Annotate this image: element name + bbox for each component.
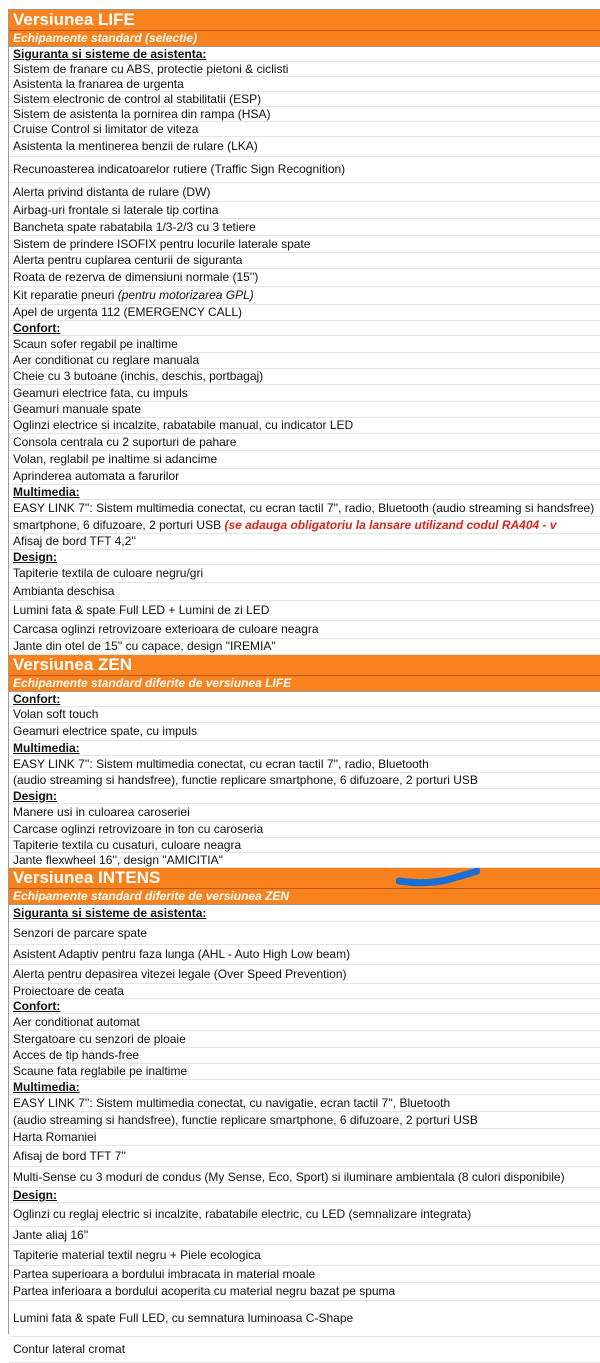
list-item: Proiectoare de ceata [9, 984, 600, 999]
list-item: Bancheta spate rabatabila 1/3-2/3 cu 3 tetiere [9, 219, 600, 236]
list-item: EASY LINK 7'': Sistem multimedia conectat, cu ecran tactil 7'', radio, Bluetooth [9, 756, 600, 773]
list-item: Sistem de franare cu ABS, protectie pietoni & ciclisti [9, 62, 600, 77]
section-title-intens: Versiunea INTENS [9, 868, 600, 889]
list-item: Volan, reglabil pe inaltime si adancime [9, 451, 600, 469]
list-item: Geamuri manuale spate [9, 402, 600, 418]
comfort-header: Confort: [9, 321, 600, 336]
list-item: Tapiterie material textil negru + Piele ecologica [9, 1245, 600, 1266]
list-item: Partea superioara a bordului imbracata in material moale [9, 1266, 600, 1283]
section-title-life: Versiunea LIFE [9, 10, 600, 31]
list-item: Ambianta deschisa [9, 583, 600, 601]
list-item: Contur lateral cromat [9, 1337, 600, 1363]
multimedia-header: Multimedia: [9, 485, 600, 500]
list-item: Asistenta la franarea de urgenta [9, 77, 600, 92]
list-item: Stergatoare cu senzori de ploaie [9, 1031, 600, 1048]
list-item: EASY LINK 7'': Sistem multimedia conectat, cu ecran tactil 7'', radio, Bluetooth (audio streaming si handsfree) [9, 500, 600, 517]
list-item: Alerta privind distanta de rulare (DW) [9, 183, 600, 202]
list-item: Scaune fata reglabile pe inaltime [9, 1064, 600, 1080]
list-item: (audio streaming si handsfree), functie replicare smartphone, 6 difuzoare, 2 porturi USB [9, 1112, 600, 1129]
list-item: Volan soft touch [9, 707, 600, 723]
list-item: Asistenta la mentinerea benzii de rulare (LKA) [9, 137, 600, 157]
list-item: Cheie cu 3 butoane (inchis, deschis, portbagaj) [9, 369, 600, 385]
list-item: Multi-Sense cu 3 moduri de condus (My Sense, Eco, Sport) si iluminare ambientala (8 culori disponibile) [9, 1167, 600, 1188]
list-item: Sistem de asistenta la pornirea din rampa (HSA) [9, 107, 600, 122]
kit-note: (pentru motorizarea GPL) [117, 288, 254, 302]
design-header: Design: [9, 1188, 600, 1203]
list-item: Aer conditionat automat [9, 1014, 600, 1031]
list-item: Afisaj de bord TFT 7'' [9, 1146, 600, 1167]
list-item: Jante flexwheel 16'', design "AMICITIA" [9, 853, 600, 868]
list-item: (audio streaming si handsfree), functie replicare smartphone, 6 difuzoare, 2 porturi USB [9, 773, 600, 789]
list-item: Harta Romaniei [9, 1129, 600, 1146]
section-subtitle-intens: Echipamente standard diferite de versiunea ZEN [9, 889, 600, 905]
list-item: Tapiterie textila cu cusaturi, culoare neagra [9, 838, 600, 853]
list-item: Lumini fata & spate Full LED + Lumini de zi LED [9, 601, 600, 621]
list-item: Jante aliaj 16'' [9, 1227, 600, 1245]
list-item: Aprinderea automata a farurilor [9, 469, 600, 485]
list-item: Consola centrala cu 2 suporturi de pahare [9, 434, 600, 451]
list-item: Apel de urgenta 112 (EMERGENCY CALL) [9, 305, 600, 321]
list-item: Senzori de parcare spate [9, 922, 600, 945]
multimedia-header: Multimedia: [9, 1080, 600, 1095]
section-subtitle-life: Echipamente standard (selectie) [9, 31, 600, 47]
list-item: Jante din otel de 15'' cu capace, design "IREMIA" [9, 639, 600, 655]
multimedia-header: Multimedia: [9, 741, 600, 756]
list-item: Airbag-uri frontale si laterale tip cortina [9, 202, 600, 219]
mm-text: smartphone, 6 difuzoare, 2 porturi USB [13, 518, 225, 532]
list-item: Recunoasterea indicatoarelor rutiere (Traffic Sign Recognition) [9, 157, 600, 183]
list-item: Geamuri electrice fata, cu impuls [9, 385, 600, 402]
list-item: Scaun sofer regabil pe inaltime [9, 336, 600, 353]
design-header: Design: [9, 789, 600, 804]
list-item: Asistent Adaptiv pentru faza lunga (AHL - Auto High Low beam) [9, 945, 600, 965]
list-item [9, 517, 600, 534]
list-item: Afisaj de bord TFT 4,2'' [9, 534, 600, 550]
list-item: Alerta pentru cuplarea centurii de siguranta [9, 253, 600, 269]
section-subtitle-zen: Echipamente standard diferite de versiunea LIFE [9, 676, 600, 692]
safety-header: Siguranta si sisteme de asistenta: [9, 47, 600, 62]
list-item: EASY LINK 7'': Sistem multimedia conectat, cu navigatie, ecran tactil 7'', Bluetooth [9, 1095, 600, 1112]
section-title-zen: Versiunea ZEN [9, 655, 600, 676]
list-item [9, 287, 600, 305]
kit-label: Kit reparatie pneuri [13, 288, 118, 302]
list-item: Roata de rezerva de dimensiuni normale (15'') [9, 269, 600, 287]
design-header: Design: [9, 550, 600, 565]
spec-sheet [8, 9, 600, 1356]
list-item: Geamuri electrice spate, cu impuls [9, 723, 600, 741]
comfort-header: Confort: [9, 999, 600, 1014]
list-item: Sistem de prindere ISOFIX pentru locurile laterale spate [9, 236, 600, 253]
safety-header: Siguranta si sisteme de asistenta: [9, 905, 600, 922]
list-item: Carcase oglinzi retrovizoare in ton cu caroseria [9, 822, 600, 838]
list-item: Manere usi in culoarea caroseriei [9, 804, 600, 822]
list-item: Lumini fata & spate Full LED, cu semnatura luminoasa C-Shape [9, 1301, 600, 1337]
list-item: Alerta pentru depasirea vitezei legale (Over Speed Prevention) [9, 965, 600, 984]
list-item: Oglinzi electrice si incalzite, rabatabile manual, cu indicator LED [9, 418, 600, 434]
list-item: Cruise Control si limitator de viteza [9, 122, 600, 137]
list-item: Oglinzi cu reglaj electric si incalzite, rabatabile electric, cu LED (semnalizare integrata) [9, 1203, 600, 1227]
blue-pen-stroke [396, 868, 480, 888]
list-item: Acces de tip hands-free [9, 1048, 600, 1064]
comfort-header: Confort: [9, 692, 600, 707]
list-item: Partea inferioara a bordului acoperita cu material negru bazat pe spuma [9, 1283, 600, 1301]
list-item: Aer conditionat cu reglare manuala [9, 353, 600, 369]
list-item: Tapiterie textila de culoare negru/gri [9, 565, 600, 583]
list-item: Carcasa oglinzi retrovizoare exterioara de culoare neagra [9, 621, 600, 639]
list-item: Sistem electronic de control al stabilitatii (ESP) [9, 92, 600, 107]
launch-note: (se adauga obligatoriu la lansare utilizand codul RA404 - v [224, 518, 557, 532]
